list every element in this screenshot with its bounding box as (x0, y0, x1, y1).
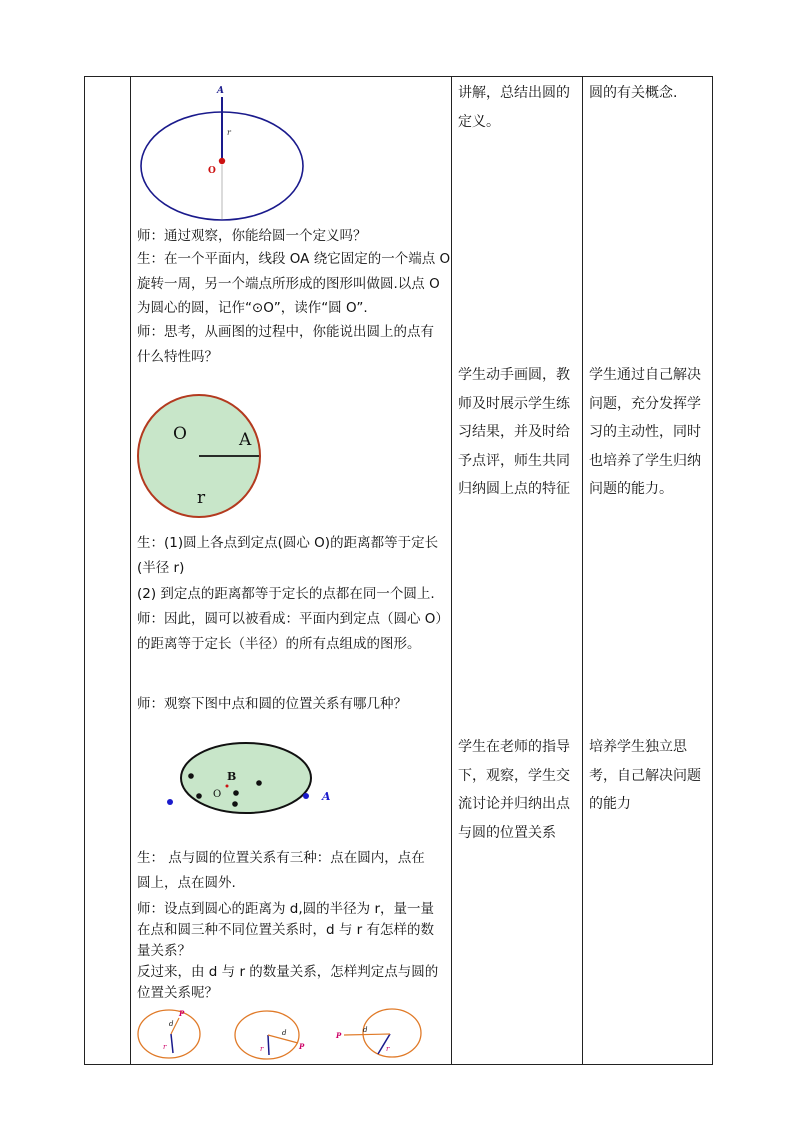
intent-text-3: 培养学生独立思考，自己解决问题的能力 (589, 739, 701, 812)
label-d: d (282, 1029, 287, 1037)
radius (171, 1034, 173, 1053)
inside-point (188, 773, 194, 779)
paragraph-feature-3: (2) 到定点的距离都等于定长的点都在同一个圆上. (137, 586, 435, 602)
point-position-figure (161, 742, 371, 822)
student-activity-column (452, 77, 583, 1065)
case-circle-on (235, 1011, 299, 1059)
design-intent-column (583, 77, 713, 1065)
case-circle-inside (138, 1010, 200, 1058)
case-circle-outside (363, 1009, 421, 1057)
paragraph-three-cases-1: 生： 点与圆的位置关系有三种：点在圆内，点在 (137, 850, 425, 866)
intent-text-2: 学生通过自己解决问题，充分发挥学习的主动性，同时也培养了学生归纳问题的能力。 (589, 367, 701, 497)
outside-point-left (167, 799, 173, 805)
label-a: A (217, 86, 224, 96)
center-point-o (219, 158, 225, 164)
label-d: d (169, 1020, 174, 1028)
student-text-3: 学生在老师的指导下，观察，学生交流讨论并归纳出点与圆的位置关系 (458, 739, 570, 841)
intent-text-1: 圆的有关概念. (589, 85, 678, 101)
three-cases-figure (134, 1005, 434, 1061)
label-r: r (163, 1043, 167, 1051)
label-p: P (299, 1042, 305, 1051)
label-r: r (260, 1045, 264, 1053)
paragraph-feature-2: (半径 r) (137, 560, 185, 576)
paragraph-measure-3: 量关系？ (137, 943, 191, 959)
label-a-3: A (322, 790, 331, 803)
paragraph-reverse-1: 反过来，由 d 与 r 的数量关系，怎样判定点与圆的 (137, 964, 439, 980)
radius (268, 1035, 269, 1055)
position-circle (181, 743, 311, 813)
label-p: P (336, 1031, 342, 1040)
inside-point (196, 793, 202, 799)
center-point (226, 785, 229, 788)
inside-point (232, 801, 238, 807)
label-o-3: O (213, 789, 222, 800)
paragraph-measure-1: 师：设点到圆心的距离为 d,圆的半径为 r，量一量 (137, 901, 434, 917)
distance (344, 1034, 390, 1035)
label-r: r (386, 1045, 390, 1053)
teacher-column (131, 77, 452, 1065)
label-o-2: O (173, 424, 187, 444)
label-o: O (208, 166, 216, 176)
inside-point (233, 790, 239, 796)
label-r-2: r (197, 488, 206, 508)
paragraph-feature-1: 生：(1)圆上各点到定点(圆心 O)的距离都等于定长 (137, 535, 439, 551)
label-a-2: A (239, 430, 252, 450)
paragraph-think-2: 什么特性吗？ (137, 349, 218, 365)
circle-definition-figure (136, 83, 306, 223)
green-circle-figure (135, 392, 265, 522)
paragraph-summary-1: 师：因此，圆可以被看成：平面内到定点（圆心 O） (137, 611, 449, 627)
label-b: B (227, 770, 237, 783)
label-d: d (363, 1026, 368, 1034)
student-text-2: 学生动手画圆，教师及时展示学生练习结果，并及时给予点评，师生共同归纳圆上点的特征 (458, 367, 570, 497)
blank-column (85, 77, 131, 1065)
paragraph-question: 师：通过观察，你能给圆一个定义吗？ (137, 228, 367, 244)
label-p: P (179, 1009, 185, 1018)
label-r: r (227, 128, 231, 137)
lesson-table (84, 76, 713, 1065)
paragraph-three-cases-2: 圆上，点在圆外. (137, 875, 236, 891)
paragraph-definition-2: 旋转一周，另一个端点所形成的图形叫做圆.以点 O (137, 276, 440, 292)
paragraph-reverse-2: 位置关系呢？ (137, 985, 218, 1001)
paragraph-measure-2: 在点和圆三种不同位置关系时，d 与 r 有怎样的数 (137, 922, 434, 938)
paragraph-definition-1: 生：在一个平面内，线段 OA 绕它固定的一个端点 O (137, 251, 451, 267)
student-text-1: 讲解，总结出圆的定义。 (458, 85, 570, 130)
paragraph-think-1: 师：思考，从画图的过程中，你能说出圆上的点有 (137, 324, 434, 340)
paragraph-observe: 师：观察下图中点和圆的位置关系有哪几种？ (137, 696, 407, 712)
paragraph-summary-2: 的距离等于定长（半径）的所有点组成的图形。 (137, 636, 421, 652)
outside-point-a (303, 793, 309, 799)
paragraph-definition-3: 为圆心的圆，记作“⊙O”，读作“圆 O”. (137, 300, 368, 316)
inside-point (256, 780, 262, 786)
